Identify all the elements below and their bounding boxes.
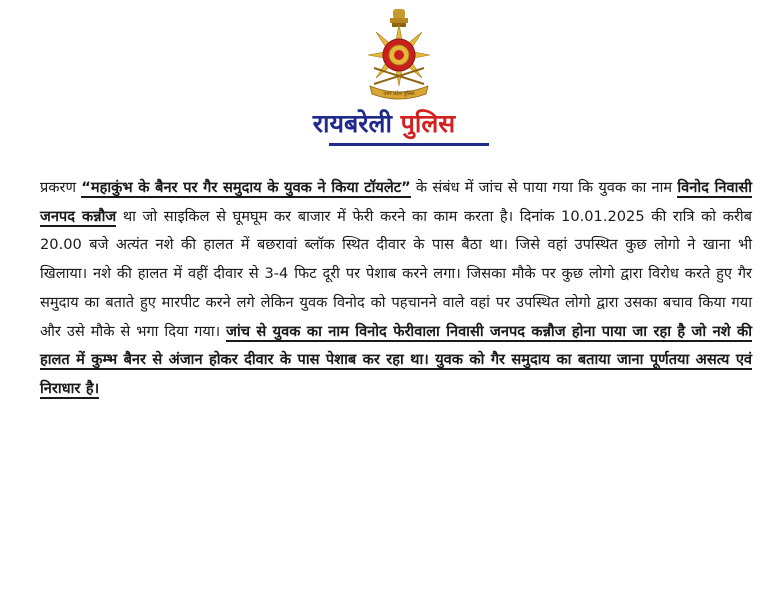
statement-part-2: के संबंध में जांच से पाया गया कि युवक का नाम: [410, 179, 678, 196]
statement-conclusion: जांच से युवक का नाम विनोद फेरीवाला निवासी जनपद कन्नौज होना पाया जा रहा है जो नशे की हालत में कुम्भ बैनर से अंजान होकर दीवार के पास पेशाब कर रहा था। युवक को गैर समुदाय का बताया जाना पूर्णतया असत्य एवं निराधार है।: [40, 322, 752, 397]
svg-text:उत्तर प्रदेश पुलिस: उत्तर प्रदेश पुलिस: [383, 91, 415, 97]
statement-part-3: था जो साइकिल से घूमघूम कर बाजार में फेरी करने का काम करता है। दिनांक 10.01.2025 की रात्रि को करीब 20.00 बजे अत्यंत नशे की हालत में बछरावां ब्लॉक स्थित दीवार के पास बैठा था। जिसे वहां उपस्थित कुछ लोगो ने खाना भी खिलाया। नशे की हालत में वहीं दीवार से 3-4 फिट दूरी पर पेशाब करने लगा। जिसका मौके पर कुछ लोगो द्वारा विरोध करते हुए गैर समुदाय का बताते हुए मारपीट करने लगे लेकिन युवक विनोद को पहचानने वाले वहां पर उपस्थित लोगो द्वारा उसका बचाव किया गया और उसे मौके से भगा दिया गया।: [40, 207, 752, 340]
statement-name-highlight: विनोद निवासी जनपद कन्नौज: [40, 179, 752, 225]
title-police: पुलिस: [400, 109, 456, 138]
page-title: [0, 108, 768, 140]
statement-headline: “महाकुंभ के बैनर पर गैर समुदाय के युवक ने किया टॉयलेट”: [81, 179, 411, 196]
title-district: रायबरेली: [312, 109, 392, 138]
police-emblem-icon: [362, 6, 436, 102]
statement-intro: प्रकरण: [40, 179, 82, 196]
title-underline: [329, 143, 489, 146]
statement-paragraph: [40, 174, 752, 404]
